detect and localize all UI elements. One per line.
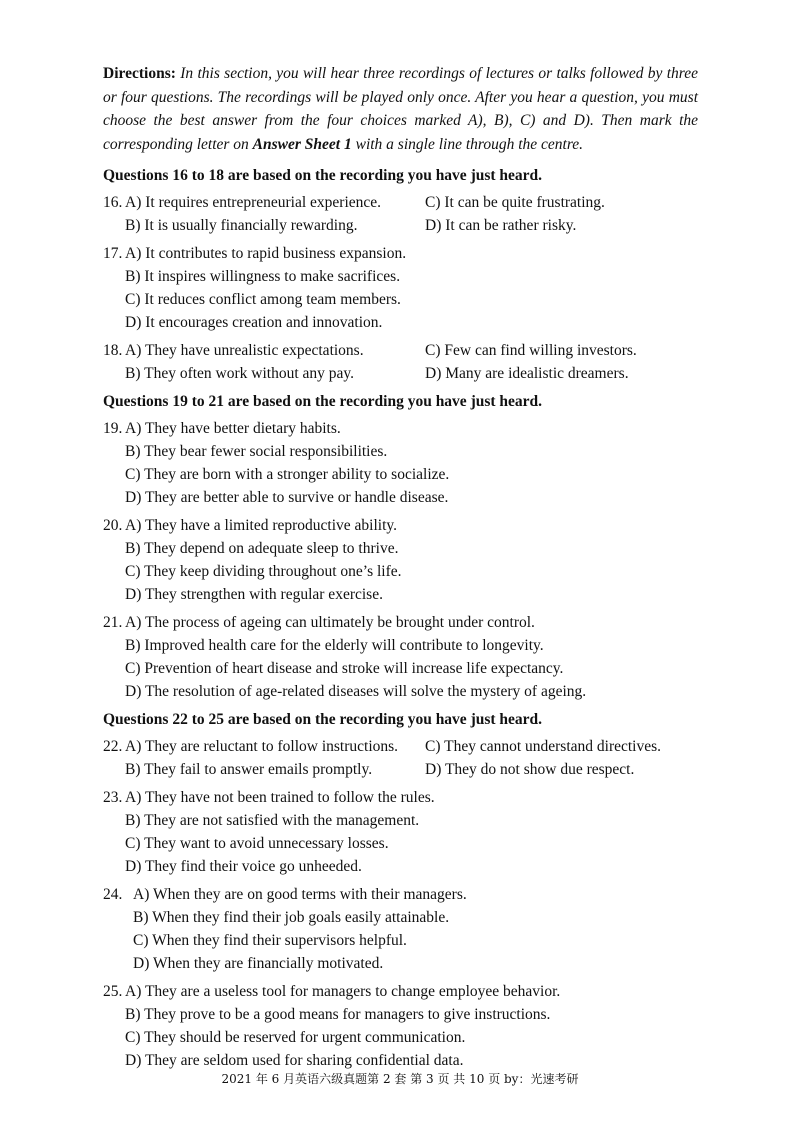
question-number: 17. xyxy=(103,245,123,262)
question-number: 21. xyxy=(103,614,123,631)
option-a: A) It contributes to rapid business expansion. xyxy=(125,245,407,262)
option-d: D) The resolution of age-related diseases will solve the mystery of ageing. xyxy=(125,683,587,700)
directions-text: In this section, you will hear three recordings of lectures or talks followed by three or four questions. The recordings will be played only once. After you hear a question, you must choose the best answer from the four choices marked A), B), C) and D). Then mark the corresponding letter on xyxy=(103,65,698,153)
directions-label: Directions: xyxy=(103,65,176,82)
directions-paragraph xyxy=(103,62,698,156)
option-c: C) It can be quite frustrating. xyxy=(425,194,605,211)
question-24 xyxy=(103,883,698,975)
option-b: B) It inspires willingness to make sacrifices. xyxy=(125,268,401,285)
option-c: C) They want to avoid unnecessary losses. xyxy=(125,835,389,852)
option-d: D) They are seldom used for sharing confidential data. xyxy=(125,1052,464,1069)
option-b: B) They are not satisfied with the management. xyxy=(125,812,420,829)
question-number: 18. xyxy=(103,342,123,359)
question-22 xyxy=(103,735,698,781)
question-25 xyxy=(103,980,698,1072)
option-c: C) They are born with a stronger ability to socialize. xyxy=(125,466,450,483)
option-c: C) They cannot understand directives. xyxy=(425,738,662,755)
option-b: B) It is usually financially rewarding. xyxy=(125,217,358,234)
question-19 xyxy=(103,417,698,509)
page-footer: 2021 年 6 月英语六级真题第 2 套 第 3 页 共 10 页 by：光速考研 xyxy=(221,1072,579,1086)
question-number: 23. xyxy=(103,789,123,806)
option-b: B) They prove to be a good means for managers to give instructions. xyxy=(125,1006,551,1023)
option-b: B) Improved health care for the elderly will contribute to longevity. xyxy=(125,637,544,654)
question-number: 16. xyxy=(103,194,123,211)
option-c: C) Few can find willing investors. xyxy=(425,342,637,359)
option-a: A) They have not been trained to follow the rules. xyxy=(125,789,435,806)
question-18 xyxy=(103,339,698,385)
question-17 xyxy=(103,242,698,334)
option-d: D) They are better able to survive or handle disease. xyxy=(125,489,449,506)
option-a: A) The process of ageing can ultimately be brought under control. xyxy=(125,614,535,631)
option-b: B) When they find their job goals easily attainable. xyxy=(133,909,450,926)
option-a: A) When they are on good terms with their managers. xyxy=(133,886,467,903)
question-number: 24. xyxy=(103,886,123,903)
question-number: 22. xyxy=(103,738,123,755)
question-21 xyxy=(103,611,698,703)
option-d: D) Many are idealistic dreamers. xyxy=(425,365,629,382)
option-c: C) They keep dividing throughout one’s life. xyxy=(125,563,402,580)
option-c: C) It reduces conflict among team members. xyxy=(125,291,401,308)
section-heading-19-21: Questions 19 to 21 are based on the recording you have just heard. xyxy=(103,393,543,410)
option-d: D) They find their voice go unheeded. xyxy=(125,858,362,875)
option-b: B) They bear fewer social responsibilities. xyxy=(125,443,388,460)
option-a: A) It requires entrepreneurial experience. xyxy=(125,194,382,211)
directions-text-end: with a single line through the centre. xyxy=(351,135,584,153)
answer-sheet-label: Answer Sheet 1 xyxy=(252,135,352,153)
option-d: D) They do not show due respect. xyxy=(425,761,635,778)
option-a: A) They are reluctant to follow instructions. xyxy=(125,738,399,755)
option-d: D) It can be rather risky. xyxy=(425,217,577,234)
option-c: C) Prevention of heart disease and stroke will increase life expectancy. xyxy=(125,660,564,677)
option-a: A) They have unrealistic expectations. xyxy=(125,342,364,359)
option-a: A) They have a limited reproductive ability. xyxy=(125,517,398,534)
question-20 xyxy=(103,514,698,606)
option-d: D) They strengthen with regular exercise. xyxy=(125,586,383,603)
question-number: 25. xyxy=(103,983,123,1000)
option-a: A) They are a useless tool for managers to change employee behavior. xyxy=(125,983,561,1000)
option-d: D) When they are financially motivated. xyxy=(133,955,384,972)
question-16 xyxy=(103,191,698,237)
option-b: B) They depend on adequate sleep to thrive. xyxy=(125,540,399,557)
section-heading-16-18: Questions 16 to 18 are based on the recording you have just heard. xyxy=(103,167,543,184)
option-c: C) They should be reserved for urgent communication. xyxy=(125,1029,466,1046)
question-23 xyxy=(103,786,698,878)
section-heading-22-25: Questions 22 to 25 are based on the recording you have just heard. xyxy=(103,711,543,728)
option-b: B) They often work without any pay. xyxy=(125,365,355,382)
option-c: C) When they find their supervisors helpful. xyxy=(133,932,407,949)
question-number: 20. xyxy=(103,517,123,534)
option-a: A) They have better dietary habits. xyxy=(125,420,341,437)
option-d: D) It encourages creation and innovation. xyxy=(125,314,383,331)
option-b: B) They fail to answer emails promptly. xyxy=(125,761,373,778)
question-number: 19. xyxy=(103,420,123,437)
